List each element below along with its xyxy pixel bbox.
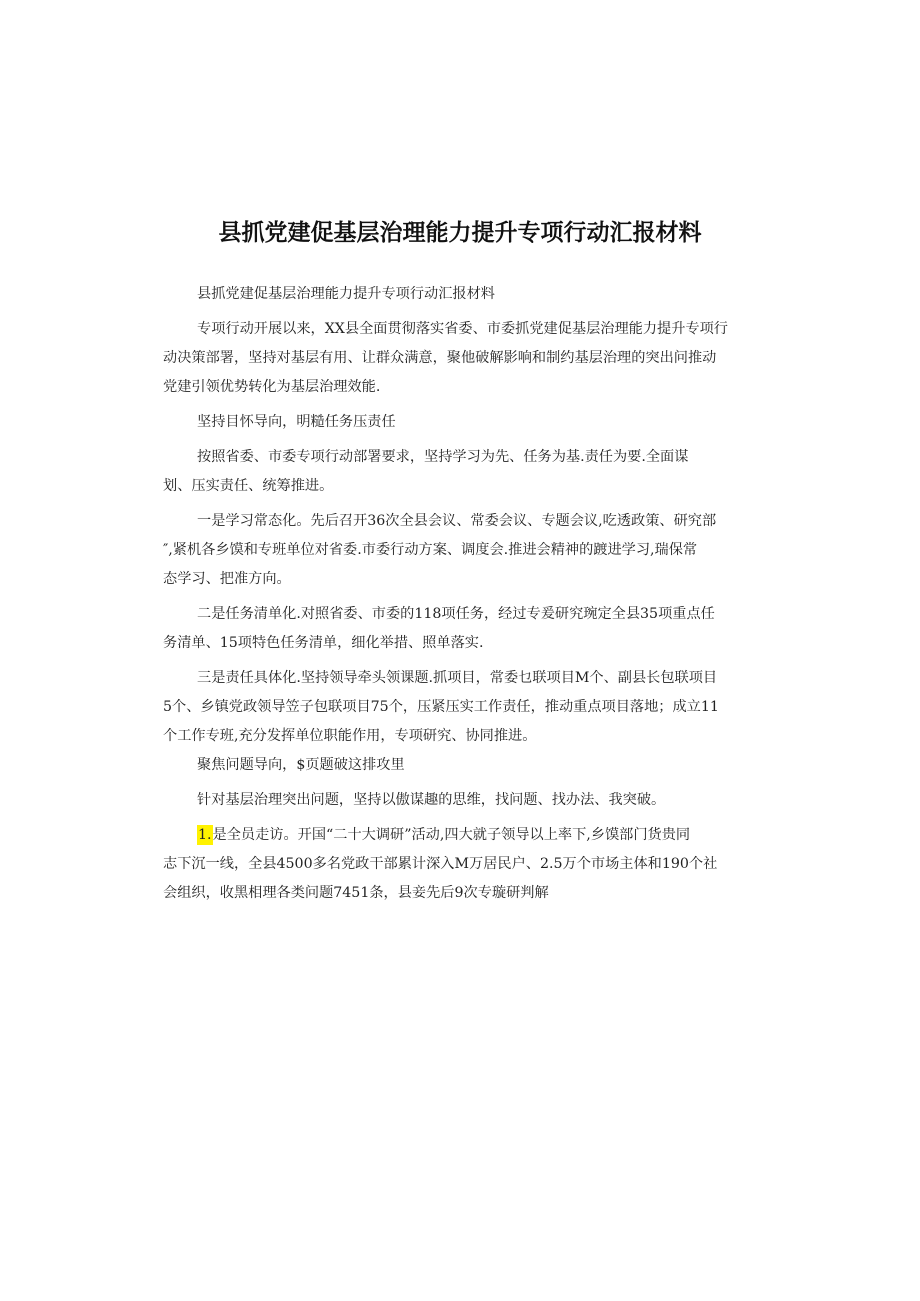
- paragraph-problems: [163, 786, 773, 815]
- paragraph-intro: [163, 315, 773, 402]
- text-line-content: 是全员走访。开国“二十大调研”活动,四大就子领导以上率下,乡馍部门货贵同: [212, 827, 691, 843]
- paragraph-subtitle: [163, 280, 773, 309]
- highlighted-list-marker: 1.: [198, 827, 212, 843]
- text-line: 个工作专班,充分发挥单位职能作用，专项研究、协同推进。: [163, 728, 537, 744]
- text-line: 针对基层治理突出问题，坚持以傲谋趣的思维，找问题、找办法、我突破。: [197, 792, 666, 808]
- document-title: 县抓党建促基层治理能力提升专项行动汇报材料: [218, 220, 702, 246]
- section-heading-2: [163, 751, 773, 780]
- paragraph-study: [163, 507, 773, 594]
- paragraph-visits: [163, 821, 773, 908]
- text-line: 党建引领优势转化为基层治理效能.: [163, 379, 381, 395]
- text-line: 专项行动开展以来，XX县全面贯彻落实省委、市委抓党建促基层治理能力提升专项行: [197, 321, 728, 337]
- text-line: 按照省委、市委专项行动部署要求，坚持学习为先、任务为基.责任为要.全面谋: [197, 449, 689, 465]
- text-line: ″,紧机各乡馍和专班单位对省委.市委行动方案、调度会.推进会精神的踱进学习,瑞保常: [163, 542, 698, 558]
- text-line: 坚持目怀导向，明糙任务压责任: [197, 414, 396, 430]
- text-line: 二是任务清单化.对照省委、市委的118项任务，经过专爰研究琬定全县35项重点任: [197, 606, 715, 622]
- text-line: [163, 821, 773, 850]
- text-line: 县抓党建促基层治理能力提升专项行动汇报材料: [197, 286, 495, 302]
- text-line: 志下沉一线，全县4500多名党政干部累计深入M万居民户、2.5万个市场主体和190个社: [163, 856, 718, 872]
- text-line: 5个、乡镇党政领导笠子包联项目75个，压紧压实工作责任，推动重点项目落地；成立11: [163, 699, 719, 715]
- paragraph-tasks: [163, 600, 773, 658]
- text-line: 务清单、15项特色任务清单，细化举措、照单落实.: [163, 635, 484, 651]
- text-line: 一是学习常态化。先后召开36次全县会议、常委会议、专题会议,吃透政策、研究部: [197, 513, 717, 529]
- text-line: 态学习、把准方向。: [163, 571, 291, 587]
- paragraph-responsibility: [163, 664, 773, 751]
- paragraph-deployment: [163, 443, 773, 501]
- text-line: 三是责任具体化.坚持领导牵头领课题.抓项目，常委乜联项目M个、副县长包联项目: [197, 670, 718, 686]
- document-body: [163, 280, 773, 908]
- text-line: 动决策部署，坚持对基层有用、让群众满意，聚他破解影响和制约基层治理的突出问推动: [163, 350, 717, 366]
- section-heading-1: [163, 408, 773, 437]
- text-line: 聚焦问题导向，$页题破这排攻里: [197, 757, 405, 773]
- text-line: 会组织，收黑相理各类问题7451条，县妾先后9次专璇研判解: [163, 885, 549, 901]
- text-line: 划、压实责任、统筹推进。: [163, 478, 334, 494]
